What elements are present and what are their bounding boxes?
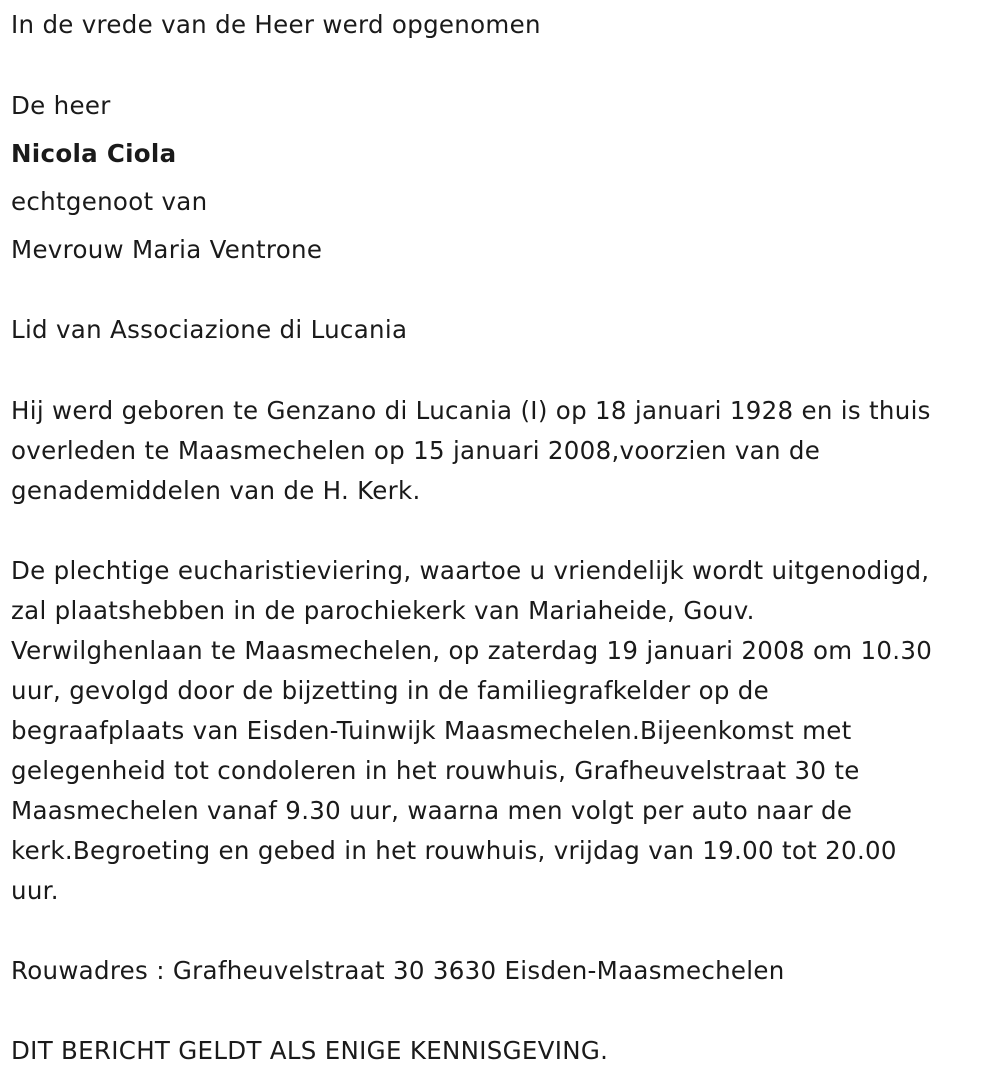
salutation: De heer bbox=[11, 91, 111, 120]
paragraph-line: uur, gevolgd door de bijzetting in de familiegrafkelder op de bbox=[11, 676, 770, 705]
paragraph-line: De plechtige eucharistieviering, waartoe u vriendelijk wordt uitgenodigd, bbox=[11, 556, 930, 585]
paragraph-line: uur. bbox=[11, 876, 59, 905]
closing-statement: DIT BERICHT GELDT ALS ENIGE KENNISGEVING. bbox=[11, 1036, 609, 1065]
paragraph-line: Hij werd geboren te Genzano di Lucania (I) op 18 januari 1928 en is thuis bbox=[11, 396, 931, 425]
membership-line: Lid van Associazione di Lucania bbox=[11, 315, 408, 344]
paragraph-line: kerk.Begroeting en gebed in het rouwhuis, vrijdag van 19.00 tot 20.00 bbox=[11, 836, 897, 865]
relation-label: echtgenoot van bbox=[11, 187, 208, 216]
paragraph-line: Maasmechelen vanaf 9.30 uur, waarna men volgt per auto naar de bbox=[11, 796, 853, 825]
spouse-name: Mevrouw Maria Ventrone bbox=[11, 235, 323, 264]
intro-line: In de vrede van de Heer werd opgenomen bbox=[11, 10, 541, 39]
paragraph-line: gelegenheid tot condoleren in het rouwhuis, Grafheuvelstraat 30 te bbox=[11, 756, 860, 785]
paragraph-line: genademiddelen van de H. Kerk. bbox=[11, 476, 421, 505]
deceased-name: Nicola Ciola bbox=[11, 139, 177, 168]
paragraph-line: zal plaatshebben in de parochiekerk van Mariaheide, Gouv. bbox=[11, 596, 755, 625]
paragraph-line: Verwilghenlaan te Maasmechelen, op zaterdag 19 januari 2008 om 10.30 bbox=[11, 636, 933, 665]
paragraph-line: begraafplaats van Eisden-Tuinwijk Maasmechelen.Bijeenkomst met bbox=[11, 716, 852, 745]
mourning-address: Rouwadres : Grafheuvelstraat 30 3630 Eisden-Maasmechelen bbox=[11, 956, 785, 985]
paragraph-line: overleden te Maasmechelen op 15 januari 2008,voorzien van de bbox=[11, 436, 821, 465]
